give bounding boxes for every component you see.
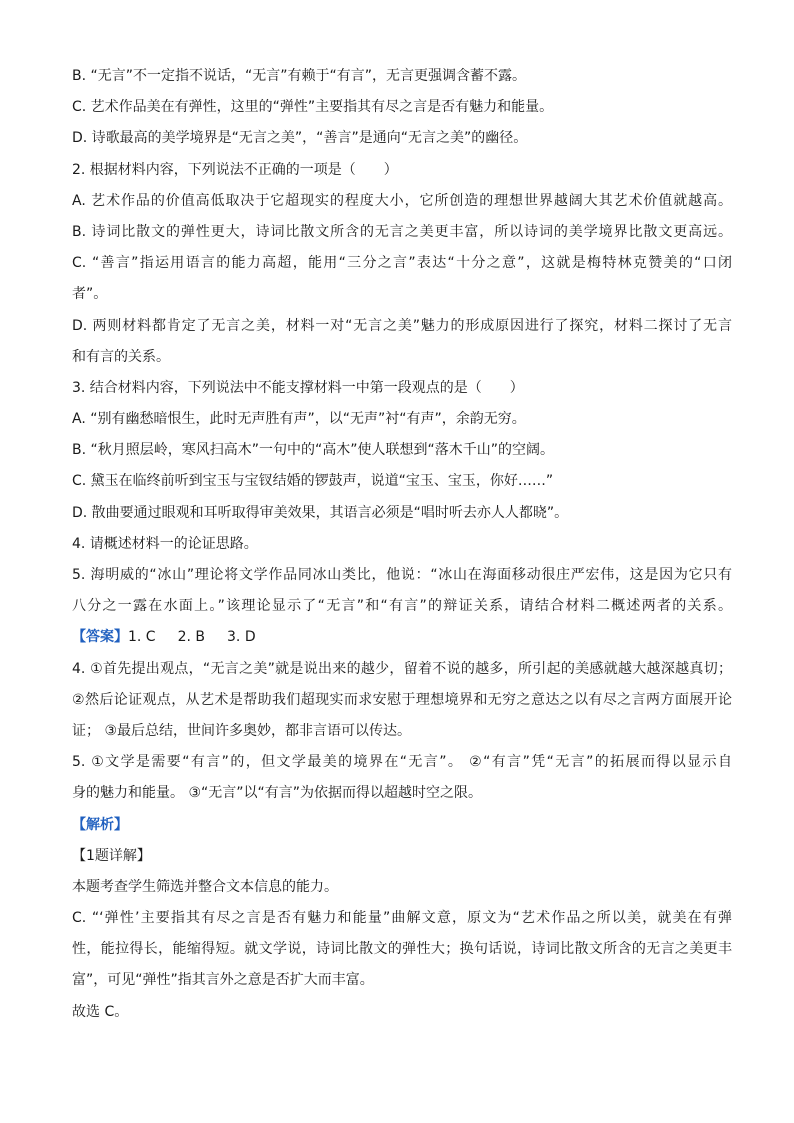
- answer-5-line1: 5. ①文学是需要“有言”的，但文学最美的境界在“无言”。 ②“有言”凭“无言”的拓展而得以显示自: [72, 754, 732, 771]
- q2-option-d-line1: D. 两则材料都肯定了无言之美，材料一对“无言之美”魅力的形成原因进行了探究，材料二探讨了无言: [72, 317, 732, 334]
- answer-3: 3. D: [227, 629, 256, 646]
- q2-option-a: A. 艺术作品的价值高低取决于它超现实的程度大小，它所创造的理想世界越阔大其艺术价值就越高。: [72, 192, 732, 209]
- q1-option-c: C. 艺术作品美在有弹性，这里的“弹性”主要指其有尽之言是否有魅力和能量。: [72, 99, 554, 116]
- final-choice: 故选 C。: [72, 1003, 129, 1020]
- explanation-line3: 富”，可见“弹性”指其言外之意是否扩大而丰富。: [72, 972, 374, 989]
- q2-option-d-line2: 和有言的关系。: [72, 348, 170, 365]
- answer-1: 1. C: [128, 629, 156, 646]
- answer-4-line2: ②然后论证观点，从艺术是帮助我们超现实而求安慰于理想境界和无穷之意达之以有尽之言两方面展开论: [72, 691, 732, 708]
- question-2-stem: 2. 根据材料内容，下列说法不正确的一项是（ ）: [72, 161, 398, 178]
- q3-option-a: A. “别有幽愁暗恨生，此时无声胜有声”，以“无声”衬“有声”，余韵无穷。: [72, 411, 526, 428]
- q2-option-c-line2: 者”。: [72, 286, 108, 303]
- answer-tag: 【答案】: [72, 629, 128, 646]
- answer-row: [72, 622, 732, 653]
- answer-2: 2. B: [177, 629, 206, 646]
- ability-statement: 本题考查学生筛选并整合文本信息的能力。: [72, 878, 338, 895]
- question-4-stem: 4. 请概述材料一的论证思路。: [72, 535, 258, 552]
- answer-5-line2: 身的魅力和能量。 ③“无言”以“有言”为依据而得以超越时空之限。: [72, 785, 483, 802]
- question-5-line2: 八分之一露在水面上。”该理论显示了“无言”和“有言”的辩证关系，请结合材料二概述两者的关系。: [72, 598, 732, 615]
- analysis-tag: 【解析】: [72, 816, 128, 833]
- q3-option-d: D. 散曲要通过眼观和耳听取得审美效果，其语言必须是“唱时听去亦人人都晓”。: [72, 504, 569, 521]
- q2-option-b: B. 诗词比散文的弹性更大，诗词比散文所含的无言之美更丰富，所以诗词的美学境界比散文更高远。: [72, 223, 732, 240]
- document-page: [72, 61, 732, 1028]
- q1-option-d: D. 诗歌最高的美学境界是“无言之美”，“善言”是通向“无言之美”的幽径。: [72, 130, 528, 147]
- q3-option-c: C. 黛玉在临终前听到宝玉与宝钗结婚的锣鼓声，说道“宝玉、宝玉，你好……”: [72, 473, 554, 490]
- answer-4-line3: 证； ③最后总结，世间许多奥妙，都非言语可以传达。: [72, 722, 411, 739]
- explanation-line1: C. “‘弹性’主要指其有尽之言是否有魅力和能量”曲解文意，原文为“艺术作品之所以美，就美在有弹: [72, 910, 732, 927]
- q1-option-b: B. “无言”不一定指不说话，“无言”有赖于“有言”，无言更强调含蓄不露。: [72, 68, 527, 84]
- analysis-heading: [72, 810, 732, 841]
- q3-option-b: B. “秋月照层岭，寒风扫高木”一句中的“高木”使人联想到“落木千山”的空阔。: [72, 442, 555, 459]
- question-3-stem: 3. 结合材料内容，下列说法中不能支撑材料一中第一段观点的是（ ）: [72, 379, 524, 396]
- q2-option-c-line1: C. “善言”指运用语言的能力高超，能用“三分之言”表达“十分之意”，这就是梅特林克赞美的“口闭: [72, 255, 732, 272]
- explanation-line2: 性，能拉得长，能缩得短。就文学说，诗词比散文的弹性大；换句话说，诗词比散文所含的无言之美更丰: [72, 941, 732, 958]
- answer-4-line1: 4. ①首先提出观点，“无言之美”就是说出来的越少，留着不说的越多，所引起的美感就越大越深越真切；: [72, 660, 732, 677]
- question-5-line1: 5. 海明威的“冰山”理论将文学作品同冰山类比，他说：“冰山在海面移动很庄严宏伟，这是因为它只有: [72, 567, 732, 583]
- detail-1-heading: 【1题详解】: [72, 847, 151, 864]
